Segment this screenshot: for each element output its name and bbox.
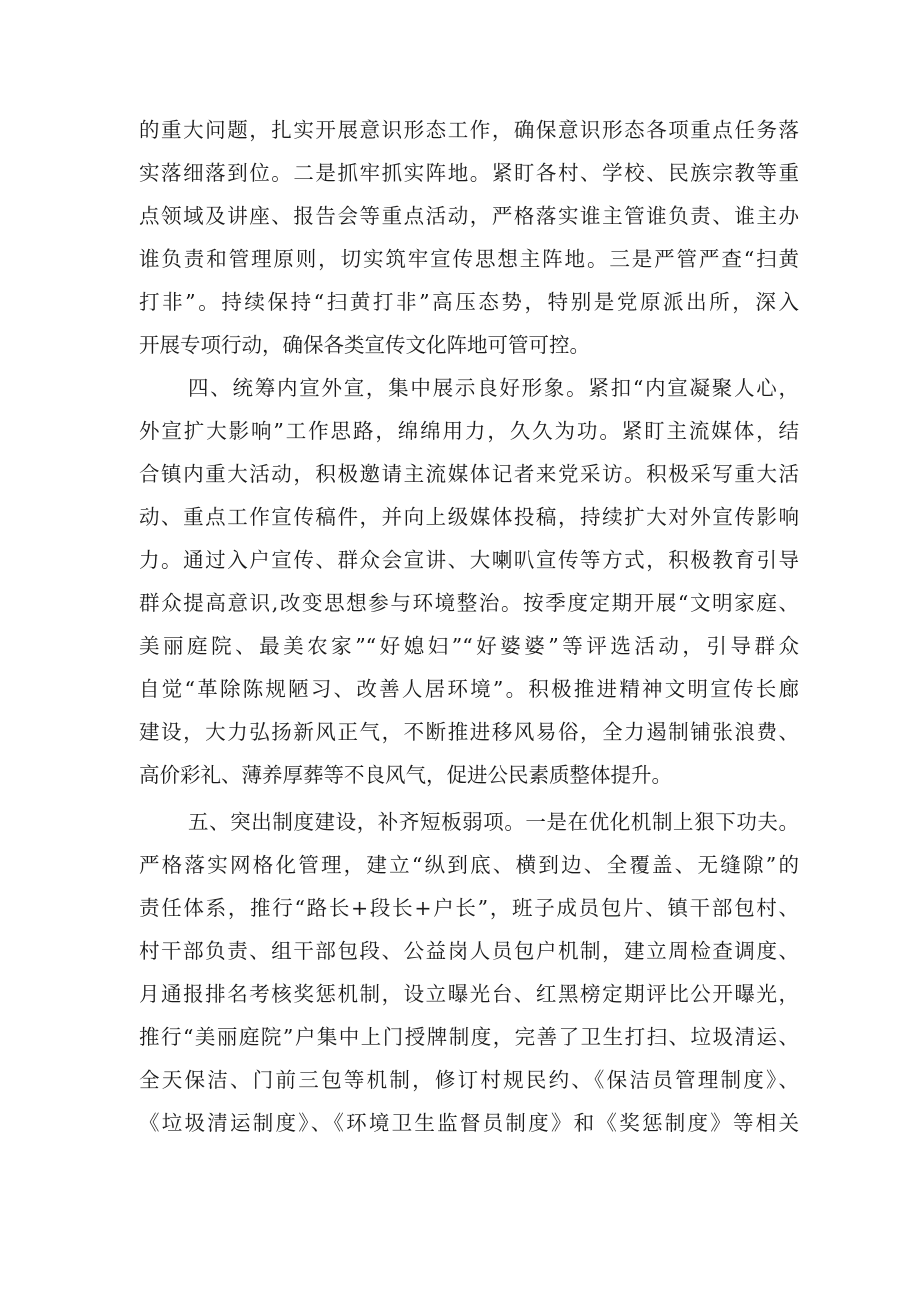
text-line: 美丽庭院、最美农家”“好媳妇”“好婆婆”等评选活动，引导群众 [139, 634, 799, 658]
text-line: 推行“美丽庭院”户集中上门授牌制度，完善了卫生打扫、垃圾清运、 [139, 1025, 799, 1049]
text-line: 建设，大力弘扬新风正气，不断推进移风易俗，全力遏制铺张浪费、 [139, 720, 799, 744]
text-line: 群众提高意识,改变思想参与环境整治。按季度定期开展“文明家庭、 [139, 591, 799, 615]
text-line: 全天保洁、门前三包等机制，修订村规民约、《保洁员管理制度》、 [139, 1068, 799, 1092]
text-line: 《垃圾清运制度》、《环境卫生监督员制度》和《奖惩制度》等相关 [139, 1111, 799, 1135]
text-line: 合镇内重大活动，积极邀请主流媒体记者来党采访。积极采写重大活 [139, 462, 799, 486]
text-line: 责任体系，推行“路长+段长+户长”，班子成员包片、镇干部包村、 [139, 896, 799, 920]
text-line: 实落细落到位。二是抓牢抓实阵地。紧盯各村、学校、民族宗教等重 [139, 161, 799, 185]
text-line: 力。通过入户宣传、群众会宣讲、大喇叭宣传等方式，积极教育引导 [139, 548, 799, 572]
text-line: 高价彩礼、薄养厚葬等不良风气，促进公民素质整体提升。 [139, 763, 672, 787]
text-line: 严格落实网格化管理，建立“纵到底、横到边、全覆盖、无缝隙”的 [139, 853, 799, 877]
text-line: 村干部负责、组干部包段、公益岗人员包户机制，建立周检查调度、 [139, 939, 799, 963]
text-line: 动、重点工作宣传稿件，并向上级媒体投稿，持续扩大对外宣传影响 [139, 505, 799, 529]
text-line: 打非”。持续保持“扫黄打非”高压态势，特别是党原派出所，深入 [139, 290, 799, 314]
paragraph-heading-five: 五、突出制度建设，补齐短板弱项。一是在优化机制上狠下功夫。 [188, 810, 799, 834]
text-line: 谁负责和管理原则，切实筑牢宣传思想主阵地。三是严管严查“扫黄 [139, 247, 799, 271]
paragraph-heading-four: 四、统筹内宣外宣，集中展示良好形象。紧扣“内宣凝聚人心， [188, 376, 799, 400]
text-line: 自觉“革除陈规陋习、改善人居环境”。积极推进精神文明宣传长廊 [139, 677, 799, 701]
text-line: 点领域及讲座、报告会等重点活动，严格落实谁主管谁负责、谁主办 [139, 204, 799, 228]
text-line: 外宣扩大影响”工作思路，绵绵用力，久久为功。紧盯主流媒体，结 [139, 419, 799, 443]
text-line: 月通报排名考核奖惩机制，设立曝光台、红黑榜定期评比公开曝光， [139, 982, 799, 1006]
text-line: 开展专项行动，确保各类宣传文化阵地可管可控。 [139, 333, 590, 357]
text-line: 的重大问题，扎实开展意识形态工作，确保意识形态各项重点任务落 [139, 118, 799, 142]
